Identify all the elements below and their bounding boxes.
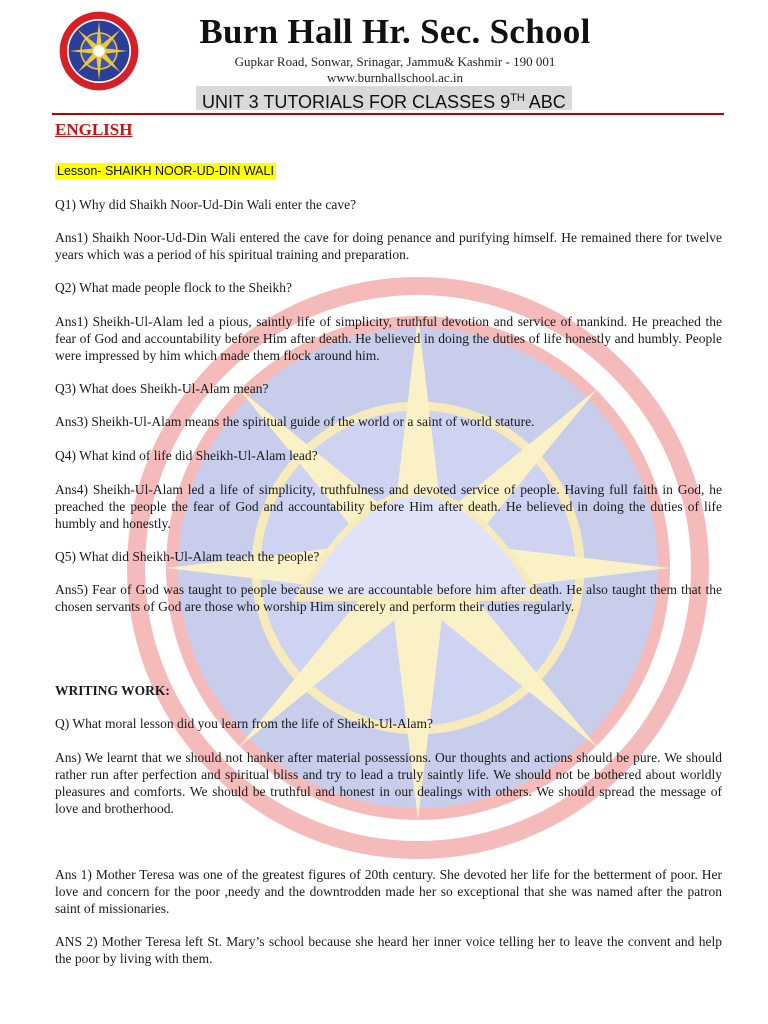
question-4: Q4) What kind of life did Sheikh-Ul-Alam lead? [55, 448, 318, 463]
answer-2: Ans1) Sheikh-Ul-Alam led a pious, saintly life of simplicity, truthful devotion and service of mankind. He preached the fear of God and accountability before Him after death. He believed in doing the duties of life honestly and humbly. People were impressed by him which made them flock around him. [55, 314, 722, 363]
school-website[interactable]: www.burnhallschool.ac.in [327, 70, 463, 85]
question-2: Q2) What made people flock to the Sheikh? [55, 280, 293, 295]
writing-answer: Ans) We learnt that we should not hanker after material possessions. Our thoughts and actions should be pure. We should rather run after perfection and spiritual bliss and try to lead a truly saintly life. We should not be bothered about worldly pleasures and comforts. We should be truthful and honest in our dealings with others. We should spread the message of love and brotherhood. [55, 750, 722, 816]
header-divider [52, 113, 724, 115]
unit-title-superscript: TH [510, 92, 525, 104]
answer-5: Ans5) Fear of God was taught to people because we are accountable before him after death. He also taught them that the chosen servants of God are those who worship Him sincerely and perform their duties regularly. [55, 582, 722, 614]
school-crest-logo [58, 10, 140, 92]
subject-heading: ENGLISH [55, 120, 133, 139]
lesson-title: Lesson- SHAIKH NOOR-UD-DIN WALI [57, 164, 274, 178]
writing-work-heading: WRITING WORK: [55, 683, 170, 698]
school-name: Burn Hall Hr. Sec. School [199, 12, 591, 51]
school-address: Gupkar Road, Sonwar, Srinagar, Jammu& Kashmir - 190 001 [234, 54, 556, 69]
writing-question: Q) What moral lesson did you learn from the life of Sheikh-Ul-Alam? [55, 716, 434, 731]
question-5: Q5) What did Sheikh-Ul-Alam teach the people? [55, 549, 320, 564]
answer-4: Ans4) Sheikh-Ul-Alam led a life of simplicity, truthfulness and devoted service of people. Having full faith in God, he preached the people the fear of God and accountability before Him after death. He believed in doing the duties of life humbly and honestly. [55, 482, 722, 531]
unit-title [196, 86, 572, 110]
answer-1: Ans1) Shaikh Noor-Ud-Din Wali entered the cave for doing penance and purifying himself. He remained there for twelve years which was a period of his spiritual training and preparation. [55, 230, 722, 262]
answer-3: Ans3) Sheikh-Ul-Alam means the spiritual guide of the world or a saint of world stature. [55, 414, 535, 429]
mother-teresa-answer-2: ANS 2) Mother Teresa left St. Mary’s school because she heard her inner voice telling her to leave the convent and help the poor by living with them. [55, 934, 722, 966]
unit-title-main: UNIT 3 TUTORIALS FOR CLASSES 9 [202, 92, 511, 112]
mother-teresa-answer-1: Ans 1) Mother Teresa was one of the greatest figures of 20th century. She devoted her life for the betterment of poor. Her love and concern for the poor ,needy and the downtrodden made her so exceptional that she was named after the patron saint of missionaries. [55, 867, 722, 916]
question-3: Q3) What does Sheikh-Ul-Alam mean? [55, 381, 269, 396]
unit-title-end: ABC [524, 92, 566, 112]
question-1: Q1) Why did Shaikh Noor-Ud-Din Wali enter the cave? [55, 197, 357, 212]
